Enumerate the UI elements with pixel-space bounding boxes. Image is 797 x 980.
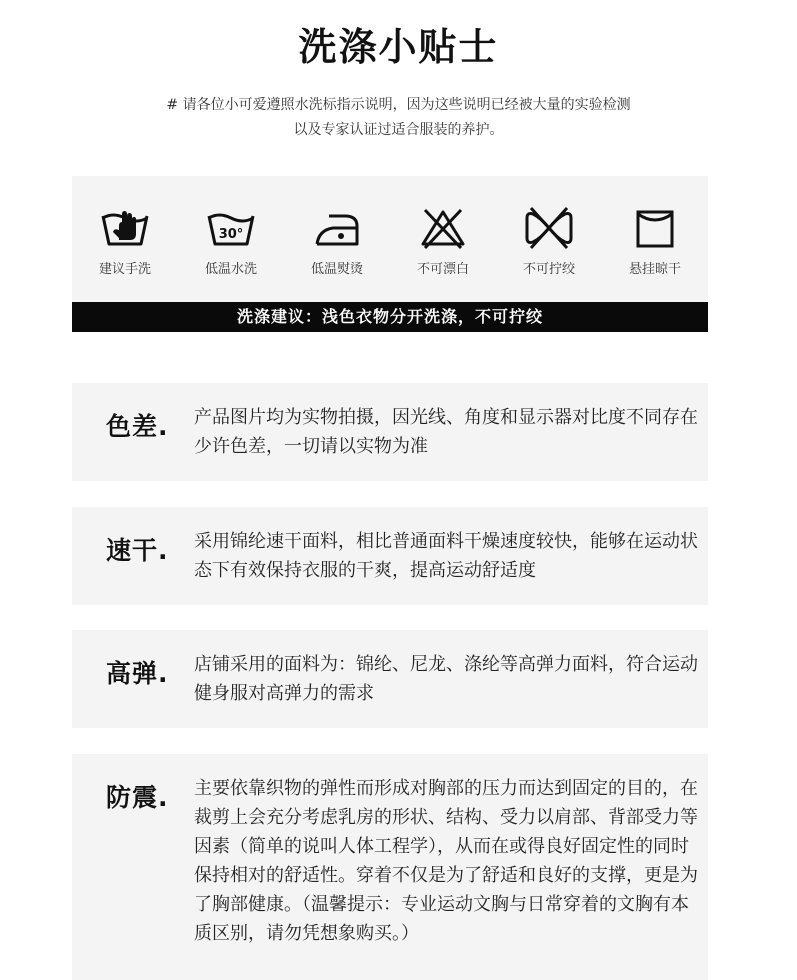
care-label: 低温水洗	[204, 262, 257, 277]
care-label: 不可漂白	[416, 262, 469, 277]
feature-text: 产品图片均为实物拍摄，因光线、角度和显示器对比度不同存在少许色差，一切请以实物为准	[194, 407, 698, 457]
feature-color-difference	[72, 383, 708, 481]
page-title: 洗涤小贴士	[298, 25, 499, 69]
care-item-low-temp-iron	[287, 206, 387, 286]
hand-wash-icon	[99, 206, 151, 250]
care-label: 悬挂晾干	[628, 262, 681, 277]
care-label: 建议手洗	[98, 262, 151, 277]
no-bleach-icon	[417, 206, 469, 250]
washing-advice-banner: 洗涤建议：浅色衣物分开洗涤，不可拧绞	[72, 302, 708, 332]
feature-quick-dry	[72, 507, 708, 605]
feature-text: 主要依靠织物的弹性而形成对胸部的压力而达到固定的目的，在裁剪上会充分考虑乳房的形状、结构、受力以肩部、背部受力等因素（简单的说叫人体工程学），从而在或得良好固定性的同时保持相对的舒适性。穿着不仅是为了舒适和良好的支撑，更是为了胸部健康。（温馨提示：专业运动文胸与日常穿着的文胸有本质区别，请勿凭想象购买。）	[194, 778, 698, 944]
care-item-no-bleach	[393, 206, 493, 286]
care-item-hang-dry	[605, 206, 705, 286]
care-item-low-temp-wash	[181, 206, 281, 286]
subtitle-line-1: # 请各位小可爱遵照水洗标指示说明，因为这些说明已经被大量的实验检测	[166, 97, 631, 113]
feature-shockproof	[72, 754, 708, 980]
care-label: 低温熨烫	[310, 262, 363, 277]
care-icons-row	[72, 206, 708, 286]
feature-title: 色差.	[106, 412, 169, 441]
hang-dry-icon	[629, 206, 681, 250]
care-label: 不可拧绞	[522, 262, 575, 277]
iron-low-icon	[311, 206, 363, 250]
wash-temperature-label: 30°	[218, 227, 244, 242]
feature-high-elasticity	[72, 630, 708, 728]
wash-30-icon	[205, 206, 257, 250]
care-instructions-panel	[72, 176, 708, 332]
feature-text: 店铺采用的面料为：锦纶、尼龙、涤纶等高弹力面料，符合运动健身服对高弹力的需求	[194, 654, 698, 704]
care-item-no-wring	[499, 206, 599, 286]
feature-title: 速干.	[106, 536, 169, 565]
feature-title: 防震.	[106, 783, 169, 812]
feature-text: 采用锦纶速干面料，相比普通面料干燥速度较快，能够在运动状态下有效保持衣服的干爽，提高运动舒适度	[194, 531, 698, 581]
feature-title: 高弹.	[106, 659, 169, 688]
subtitle-line-2: 以及专家认证过适合服装的养护。	[293, 122, 504, 138]
no-wring-icon	[523, 206, 575, 250]
care-item-hand-wash	[75, 206, 175, 286]
